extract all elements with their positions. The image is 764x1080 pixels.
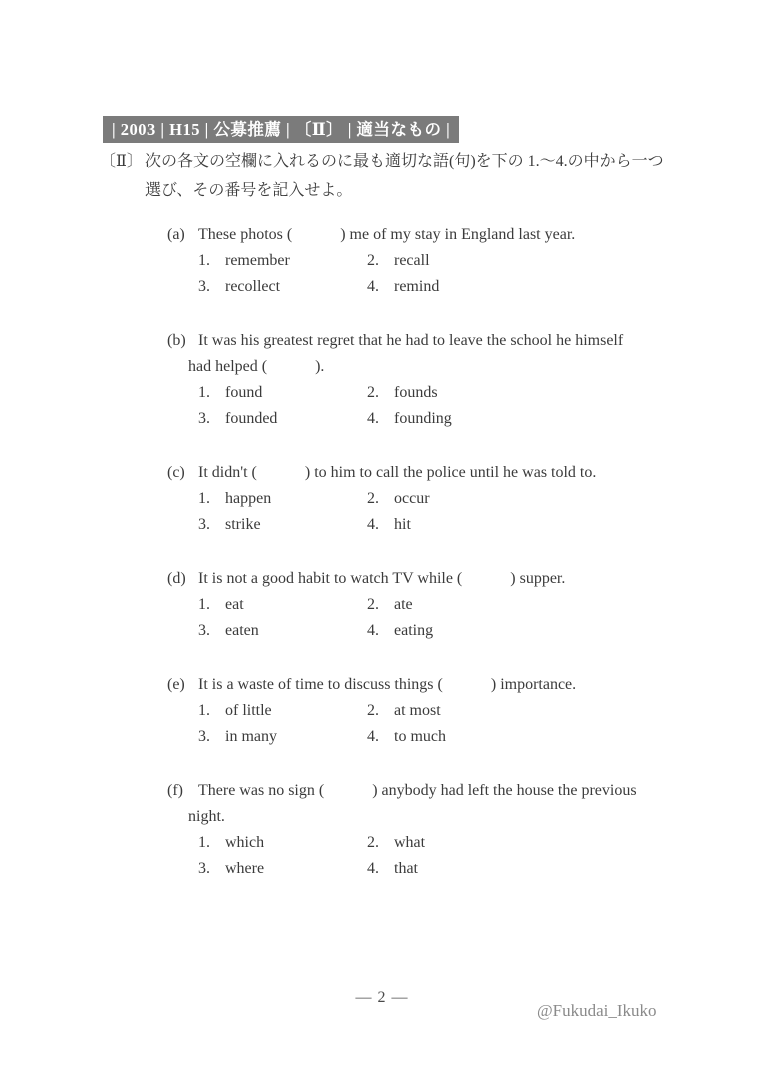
question-b-text: It was his greatest regret that he had to leave the school he himself: [198, 332, 624, 349]
option-number: 1.: [198, 490, 210, 507]
option-4: [367, 274, 712, 300]
option-number: 3.: [198, 622, 210, 639]
question-c-options: [198, 486, 712, 538]
question-b-label: (b): [167, 332, 186, 349]
option-text: hit: [394, 516, 411, 533]
option-text: ate: [394, 596, 413, 613]
section-label: 〔Ⅱ〕: [100, 153, 143, 170]
option-number: 2.: [367, 702, 379, 719]
option-text: recollect: [225, 278, 281, 295]
option-number: 2.: [367, 252, 379, 269]
question-f-label: (f): [167, 782, 183, 799]
page-number: — 2 —: [355, 989, 409, 1006]
option-3: [198, 406, 367, 432]
option-4: [367, 724, 712, 750]
option-text: strike: [225, 516, 261, 533]
option-4: [367, 618, 712, 644]
option-4: [367, 406, 712, 432]
question-c-sentence: [167, 460, 712, 486]
question-c-text: It didn't ( ) to him to call the police until he was told to.: [198, 464, 597, 481]
question-e: [167, 672, 712, 750]
question-f-text-cont: night.: [188, 808, 225, 825]
question-a-options: [198, 248, 712, 300]
option-number: 1.: [198, 384, 210, 401]
option-number: 2.: [367, 834, 379, 851]
option-text: that: [394, 860, 418, 877]
option-3: [198, 512, 367, 538]
option-number: 1.: [198, 702, 210, 719]
option-number: 1.: [198, 834, 210, 851]
option-text: in many: [225, 728, 277, 745]
option-1: [198, 486, 367, 512]
option-2: [367, 380, 712, 406]
option-text: to much: [394, 728, 446, 745]
question-e-sentence: [167, 672, 712, 698]
option-text: eat: [225, 596, 244, 613]
question-a-label: (a): [167, 226, 185, 243]
option-2: [367, 486, 712, 512]
question-a: [167, 222, 712, 300]
option-text: remind: [394, 278, 440, 295]
option-number: 1.: [198, 596, 210, 613]
question-c-label: (c): [167, 464, 185, 481]
option-3: [198, 856, 367, 882]
option-text: at most: [394, 702, 441, 719]
option-2: [367, 592, 712, 618]
option-4: [367, 856, 712, 882]
option-text: found: [225, 384, 263, 401]
option-number: 2.: [367, 490, 379, 507]
instructions-line2: 選び、その番号を記入せよ。: [145, 182, 353, 199]
question-b-sentence: [167, 328, 712, 354]
option-text: recall: [394, 252, 430, 269]
option-3: [198, 274, 367, 300]
question-list: [167, 222, 712, 910]
option-number: 2.: [367, 384, 379, 401]
question-d-label: (d): [167, 570, 186, 587]
question-c: [167, 460, 712, 538]
option-text: what: [394, 834, 426, 851]
question-d: [167, 566, 712, 644]
instructions-line1: [100, 147, 700, 176]
question-d-text: It is not a good habit to watch TV while ( ) supper.: [198, 570, 566, 587]
option-number: 3.: [198, 728, 210, 745]
question-f-text: There was no sign ( ) anybody had left the house the previous: [198, 782, 637, 799]
question-e-text: It is a waste of time to discuss things ( ) importance.: [198, 676, 577, 693]
option-number: 4.: [367, 278, 379, 295]
option-text: remember: [225, 252, 290, 269]
option-1: [198, 592, 367, 618]
question-f: [167, 778, 712, 882]
option-4: [367, 512, 712, 538]
option-number: 3.: [198, 410, 210, 427]
option-1: [198, 698, 367, 724]
question-b-text-cont: had helped ( ).: [188, 358, 325, 375]
option-number: 3.: [198, 860, 210, 877]
option-number: 4.: [367, 516, 379, 533]
option-3: [198, 618, 367, 644]
option-text: eating: [394, 622, 434, 639]
option-text: of little: [225, 702, 272, 719]
question-e-options: [198, 698, 712, 750]
option-text: founded: [225, 410, 278, 427]
option-number: 4.: [367, 860, 379, 877]
option-text: happen: [225, 490, 272, 507]
question-d-options: [198, 592, 712, 644]
option-text: founding: [394, 410, 452, 427]
watermark-handle: @Fukudai_Ikuko: [537, 1001, 657, 1020]
option-2: [367, 698, 712, 724]
question-a-sentence: [167, 222, 712, 248]
option-number: 2.: [367, 596, 379, 613]
option-text: occur: [394, 490, 430, 507]
instructions-text: 次の各文の空欄に入れるのに最も適切な語(句)を下の 1.～4.の中から一つ: [145, 153, 664, 170]
option-number: 3.: [198, 516, 210, 533]
option-text: where: [225, 860, 265, 877]
option-text: founds: [394, 384, 438, 401]
question-f-sentence: [167, 778, 712, 804]
option-1: [198, 380, 367, 406]
option-1: [198, 248, 367, 274]
question-b: [167, 328, 712, 432]
option-number: 4.: [367, 410, 379, 427]
option-number: 4.: [367, 728, 379, 745]
option-1: [198, 830, 367, 856]
option-text: which: [225, 834, 265, 851]
option-text: eaten: [225, 622, 259, 639]
option-number: 3.: [198, 278, 210, 295]
option-3: [198, 724, 367, 750]
option-2: [367, 830, 712, 856]
question-b-options: [198, 380, 712, 432]
question-f-options: [198, 830, 712, 882]
option-2: [367, 248, 712, 274]
question-d-sentence: [167, 566, 712, 592]
option-number: 1.: [198, 252, 210, 269]
instructions: [100, 147, 700, 205]
question-a-text: These photos ( ) me of my stay in England last year.: [198, 226, 576, 243]
question-e-label: (e): [167, 676, 185, 693]
exam-header-band: | 2003 | H15 | 公募推薦 | 〔Ⅱ〕 | 適当なもの |: [103, 116, 459, 143]
option-number: 4.: [367, 622, 379, 639]
